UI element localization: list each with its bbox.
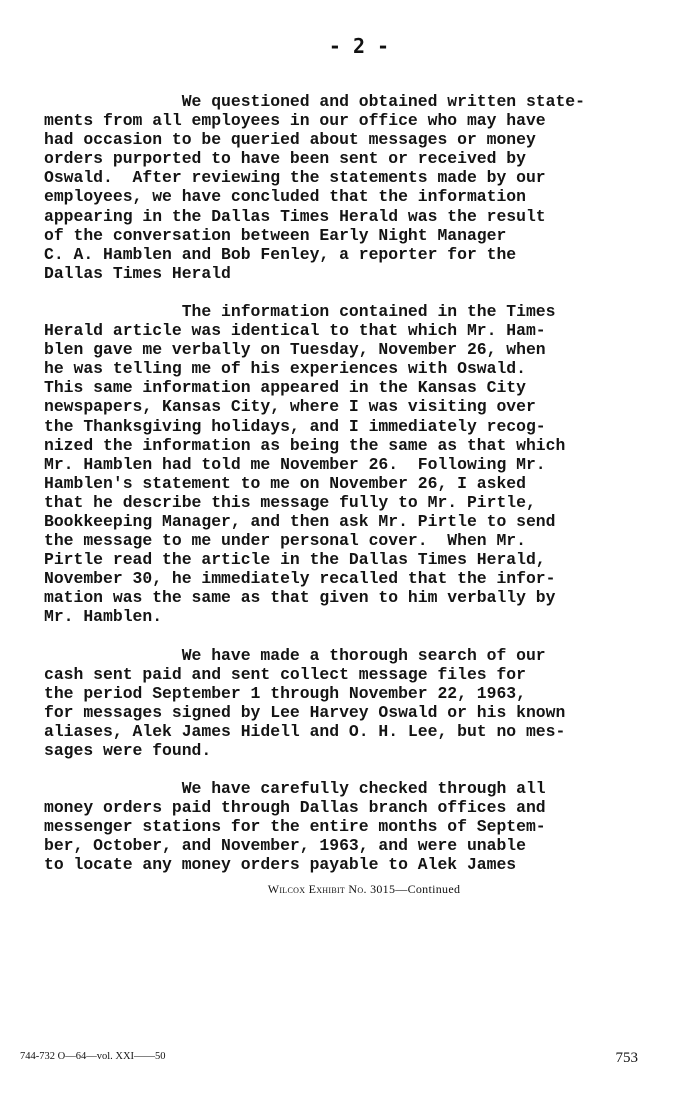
paragraph-2: The information contained in the Times Herald article was identical to that which Mr. Ham- blen gave me verbally on Tuesday, November 26, when he was telling me of his experiences with Oswald. This same information appeared in the Kansas City newspapers, Kansas City, where I was visiting over the Thanksgiving holidays, and I immediately recog- nized the information as being the same as that which Mr. Hamblen had told me November 26. Following Mr. Hamblen's statement to me on November 26, I asked that he describe this message fully to Mr. Pirtle, Bookkeeping Manager, and then ask Mr. Pirtle to send the message to me under personal cover. When Mr. Pirtle read the article in the Dallas Times Herald, November 30, he immediately recalled that the infor- mation was the same as that given to him verbally by Mr. Hamblen. xyxy=(44,301,566,627)
exhibit-label: Wilcox Exhibit No. 3015 xyxy=(267,882,396,896)
paragraph-3: We have made a thorough search of our cash sent paid and sent collect message files for the period September 1 through November 22, 1963, for messages signed by Lee Harvey Oswald or his known aliases, Alek James Hidell and O. H. Lee, but no mes- sages were found. xyxy=(44,645,566,760)
page-number: - 2 - xyxy=(328,34,390,58)
exhibit-continued: —Continued xyxy=(395,882,461,896)
letter-body xyxy=(44,92,664,894)
exhibit-caption xyxy=(0,882,688,897)
folio-number: 753 xyxy=(615,1050,638,1066)
paragraph-4: We have carefully checked through all money orders paid through Dallas branch offices and messenger stations for the entire months of Septem- ber, October, and November, 1963, and were unable to locate any money orders payable to Alek James xyxy=(44,779,546,875)
print-code: 744-732 O—64—vol. XXI——50 xyxy=(20,1051,166,1062)
paragraph-1: We questioned and obtained written state- ments from all employees in our office who may have had occasion to be queried about messages or money orders purported to have been sent or received by Oswald. After reviewing the statements made by our employees, we have concluded that the information appearing in the Dallas Times Herald was the result of the conversation between Early Night Manager C. A. Hamblen and Bob Fenley, a reporter for the Dallas Times Herald xyxy=(44,92,585,283)
